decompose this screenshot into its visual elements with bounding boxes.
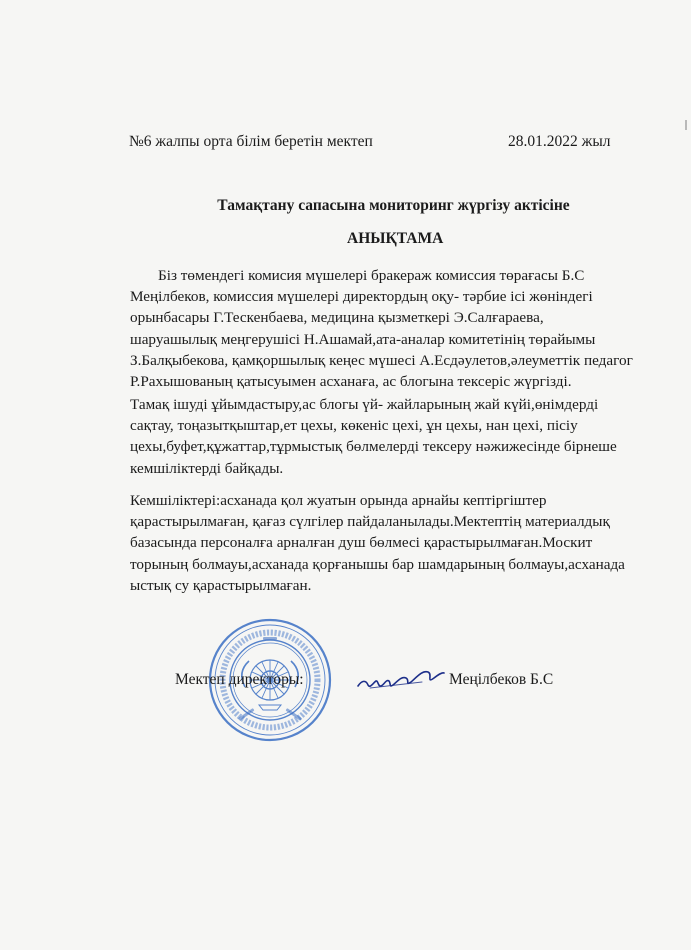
paragraph-line: орынбасары Г.Тескенбаева, медицина қызметкері Э.Салғараева, xyxy=(130,309,544,327)
paragraph-line: шаруашылық меңгерушісі Н.Ашамай,ата-аналар комитетінің төрайымы xyxy=(130,330,596,348)
signature-label: Мектеп директоры: xyxy=(175,671,304,688)
paragraph-shortcomings xyxy=(130,490,625,596)
paragraph-line: Біз төмендегі комисия мүшелері бракераж комиссия төрағасы Б.С xyxy=(158,267,585,284)
paragraph-line: цехы,буфет,құжаттар,тұрмыстық бөлмелерді тексеру нәжижесінде бірнеше xyxy=(130,438,617,456)
school-name: №6 жалпы орта білім беретін мектеп xyxy=(129,133,373,150)
paragraph-line: сақтау, тоңазытқыштар,ет цехы, көкеніс цехі, ұн цехы, нан цехі, пісіу xyxy=(130,417,578,435)
paragraph-commission xyxy=(130,265,633,392)
paragraph-line: ыстық су қарастырылмаған. xyxy=(130,576,312,594)
handwritten-signature-icon xyxy=(356,664,446,696)
paragraph-line: қарастырылмаған, қағаз сүлгілер пайдаланылады.Мектептің материалдық xyxy=(130,513,610,531)
document-title: АНЫҚТАМА xyxy=(347,230,444,247)
paragraph-line: Меңілбеков, комиссия мүшелері директордың оқу- тәрбие ісі жөніндегі xyxy=(130,288,593,306)
scan-edge-mark xyxy=(685,120,687,130)
paragraph-inspection xyxy=(130,394,617,479)
document-date: 28.01.2022 жыл xyxy=(508,133,611,150)
paragraph-line: кемшіліктерді байқады. xyxy=(130,459,284,477)
paragraph-line: Тамақ ішуді ұйымдастыру,ас блогы үй- жайларының жай күйі,өнімдерді xyxy=(130,396,599,413)
director-name: Меңілбеков Б.С xyxy=(449,671,554,688)
paragraph-line: торының болмауы,асханада қорғанышы бар шамдарының болмауы,асханада xyxy=(130,555,625,573)
document-subtitle: Тамақтану сапасына мониторинг жүргізу актісіне xyxy=(217,197,570,214)
paragraph-line: Р.Рахышованың қатысуымен асханаға, ас блогына тексеріс жүргізді. xyxy=(130,373,572,391)
paragraph-line: Кемшіліктері:асханада қол жуатын орында арнайы кептіргіштер xyxy=(130,492,547,509)
paragraph-line: З.Балқыбекова, қамқоршылық кеңес мүшесі А.Есдәулетов,әлеуметтік педагог xyxy=(130,351,633,369)
paragraph-line: базасында персоналға арналған душ бөлмесі қарастырылмаған.Москит xyxy=(130,534,593,552)
